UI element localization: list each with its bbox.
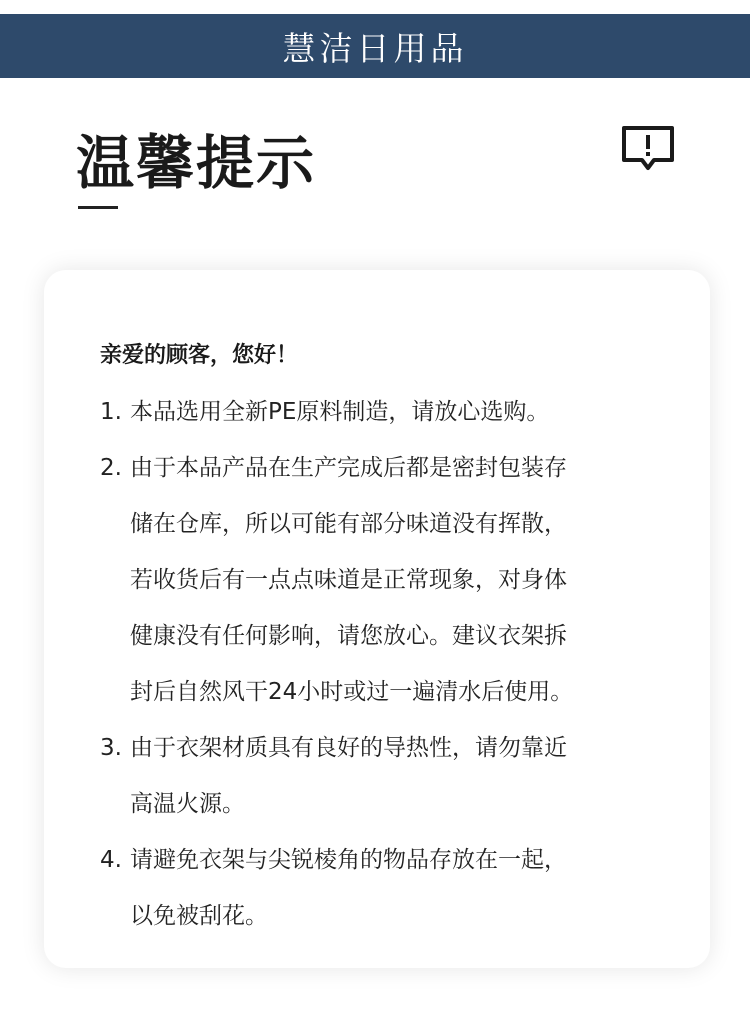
tip-line: 储在仓库，所以可能有部分味道没有挥散， <box>130 511 567 537</box>
top-banner <box>0 14 750 78</box>
tip-item-3 <box>100 720 670 832</box>
tip-text: 由于衣架材质具有良好的导热性，请勿靠近 <box>130 735 567 761</box>
title-underline <box>78 206 118 209</box>
tip-number: 2. <box>100 455 122 481</box>
tip-number: 3. <box>100 735 122 761</box>
tip-line: 高温火源。 <box>130 791 245 817</box>
tip-line: 以免被刮花。 <box>130 903 268 929</box>
tip-text: 由于本品产品在生产完成后都是密封包装存 <box>130 455 567 481</box>
tip-item-2 <box>100 440 670 720</box>
greeting-text: 亲爱的顾客，您好！ <box>100 343 299 368</box>
notice-card <box>44 270 710 968</box>
tip-line <box>100 384 670 440</box>
tip-text: 本品选用全新PE原料制造，请放心选购。 <box>130 399 550 425</box>
alert-speech-bubble-icon <box>620 124 676 174</box>
tip-number: 1. <box>100 399 122 425</box>
tip-line <box>100 720 670 776</box>
page-title: 温馨提示 <box>76 129 317 197</box>
tip-line: 若收货后有一点点味道是正常现象，对身体 <box>130 567 567 593</box>
tip-number: 4. <box>100 847 122 873</box>
tip-text: 请避免衣架与尖锐棱角的物品存放在一起， <box>130 847 567 873</box>
tip-item-4 <box>100 832 670 944</box>
tip-line <box>100 832 670 888</box>
tip-line <box>100 440 670 496</box>
tip-line: 健康没有任何影响，请您放心。建议衣架拆 <box>130 623 567 649</box>
tip-line: 封后自然风干24小时或过一遍清水后使用。 <box>130 679 574 705</box>
banner-title: 慧洁日用品 <box>282 28 468 68</box>
tip-item-1 <box>100 384 670 440</box>
